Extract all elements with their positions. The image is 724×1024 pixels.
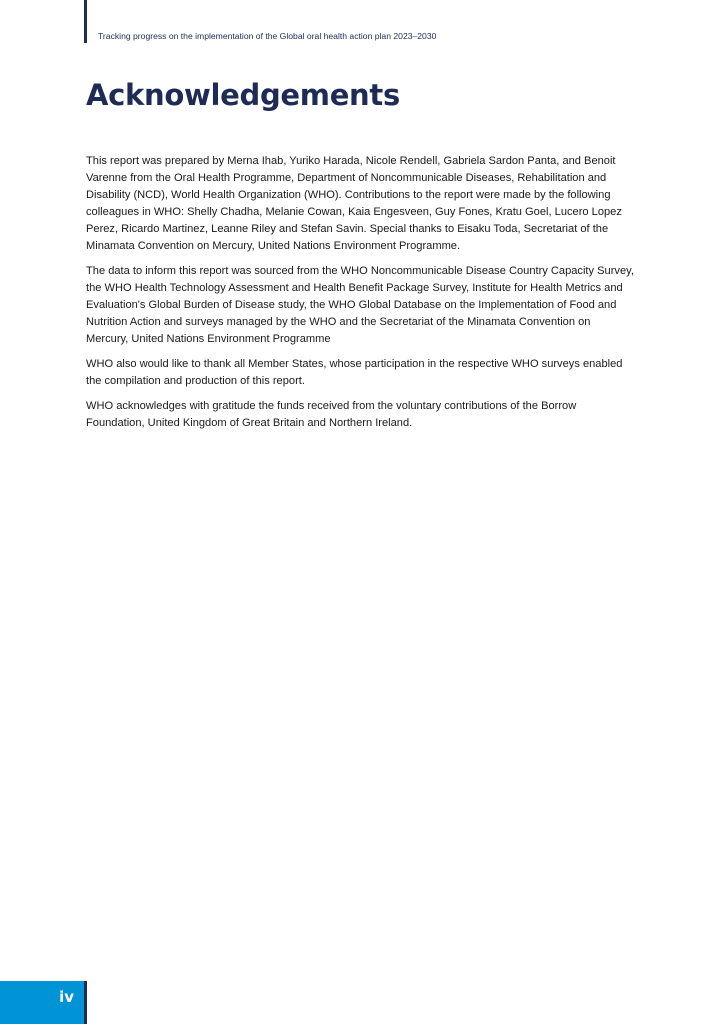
paragraph-funding: WHO acknowledges with gratitude the funds received from the voluntary contributions of the Borrow Foundation, United Kingdom of Great Britain and Northern Ireland. xyxy=(86,400,577,429)
page-title: Acknowledgements xyxy=(86,78,400,112)
body-text xyxy=(86,153,634,440)
paragraph-data-sources: The data to inform this report was sourced from the WHO Noncommunicable Disease Country Capacity Survey, the WHO Health Technology Assessment and Health Benefit Package Survey, Institute for Health Metrics and Evaluation's Global Burden of Disease study, the WHO Global Database on the Implementation of Food and Nutrition Action and surveys managed by the WHO and the Secretariat of the Minamata Convention on Mercury, United Nations Environment Programme xyxy=(86,265,634,345)
paragraph-member-states: WHO also would like to thank all Member States, whose participation in the respective WHO surveys enabled the compilation and production of this report. xyxy=(86,358,623,387)
header-accent-bar xyxy=(84,0,87,43)
page-tab-accent-bar xyxy=(84,981,87,1024)
page-number-tab xyxy=(0,981,84,1024)
paragraph-authors: This report was prepared by Merna Ihab, Yuriko Harada, Nicole Rendell, Gabriela Sardon Panta, and Benoit Varenne from the Oral Health Programme, Department of Noncommunicable Diseases, Rehabilitation and Disability (NCD), World Health Organization (WHO). Contributions to the report were made by the following colleagues in WHO: Shelly Chadha, Melanie Cowan, Kaia Engesveen, Guy Fones, Kratu Goel, Lucero Lopez Perez, Ricardo Martinez, Leanne Riley and Stefan Savin. Special thanks to Eisaku Toda, Secretariat of the Minamata Convention on Mercury, United Nations Environment Programme. xyxy=(86,155,622,252)
page-number: iv xyxy=(59,988,74,1006)
running-header: Tracking progress on the implementation of the Global oral health action plan 2023–2030 xyxy=(98,31,437,41)
